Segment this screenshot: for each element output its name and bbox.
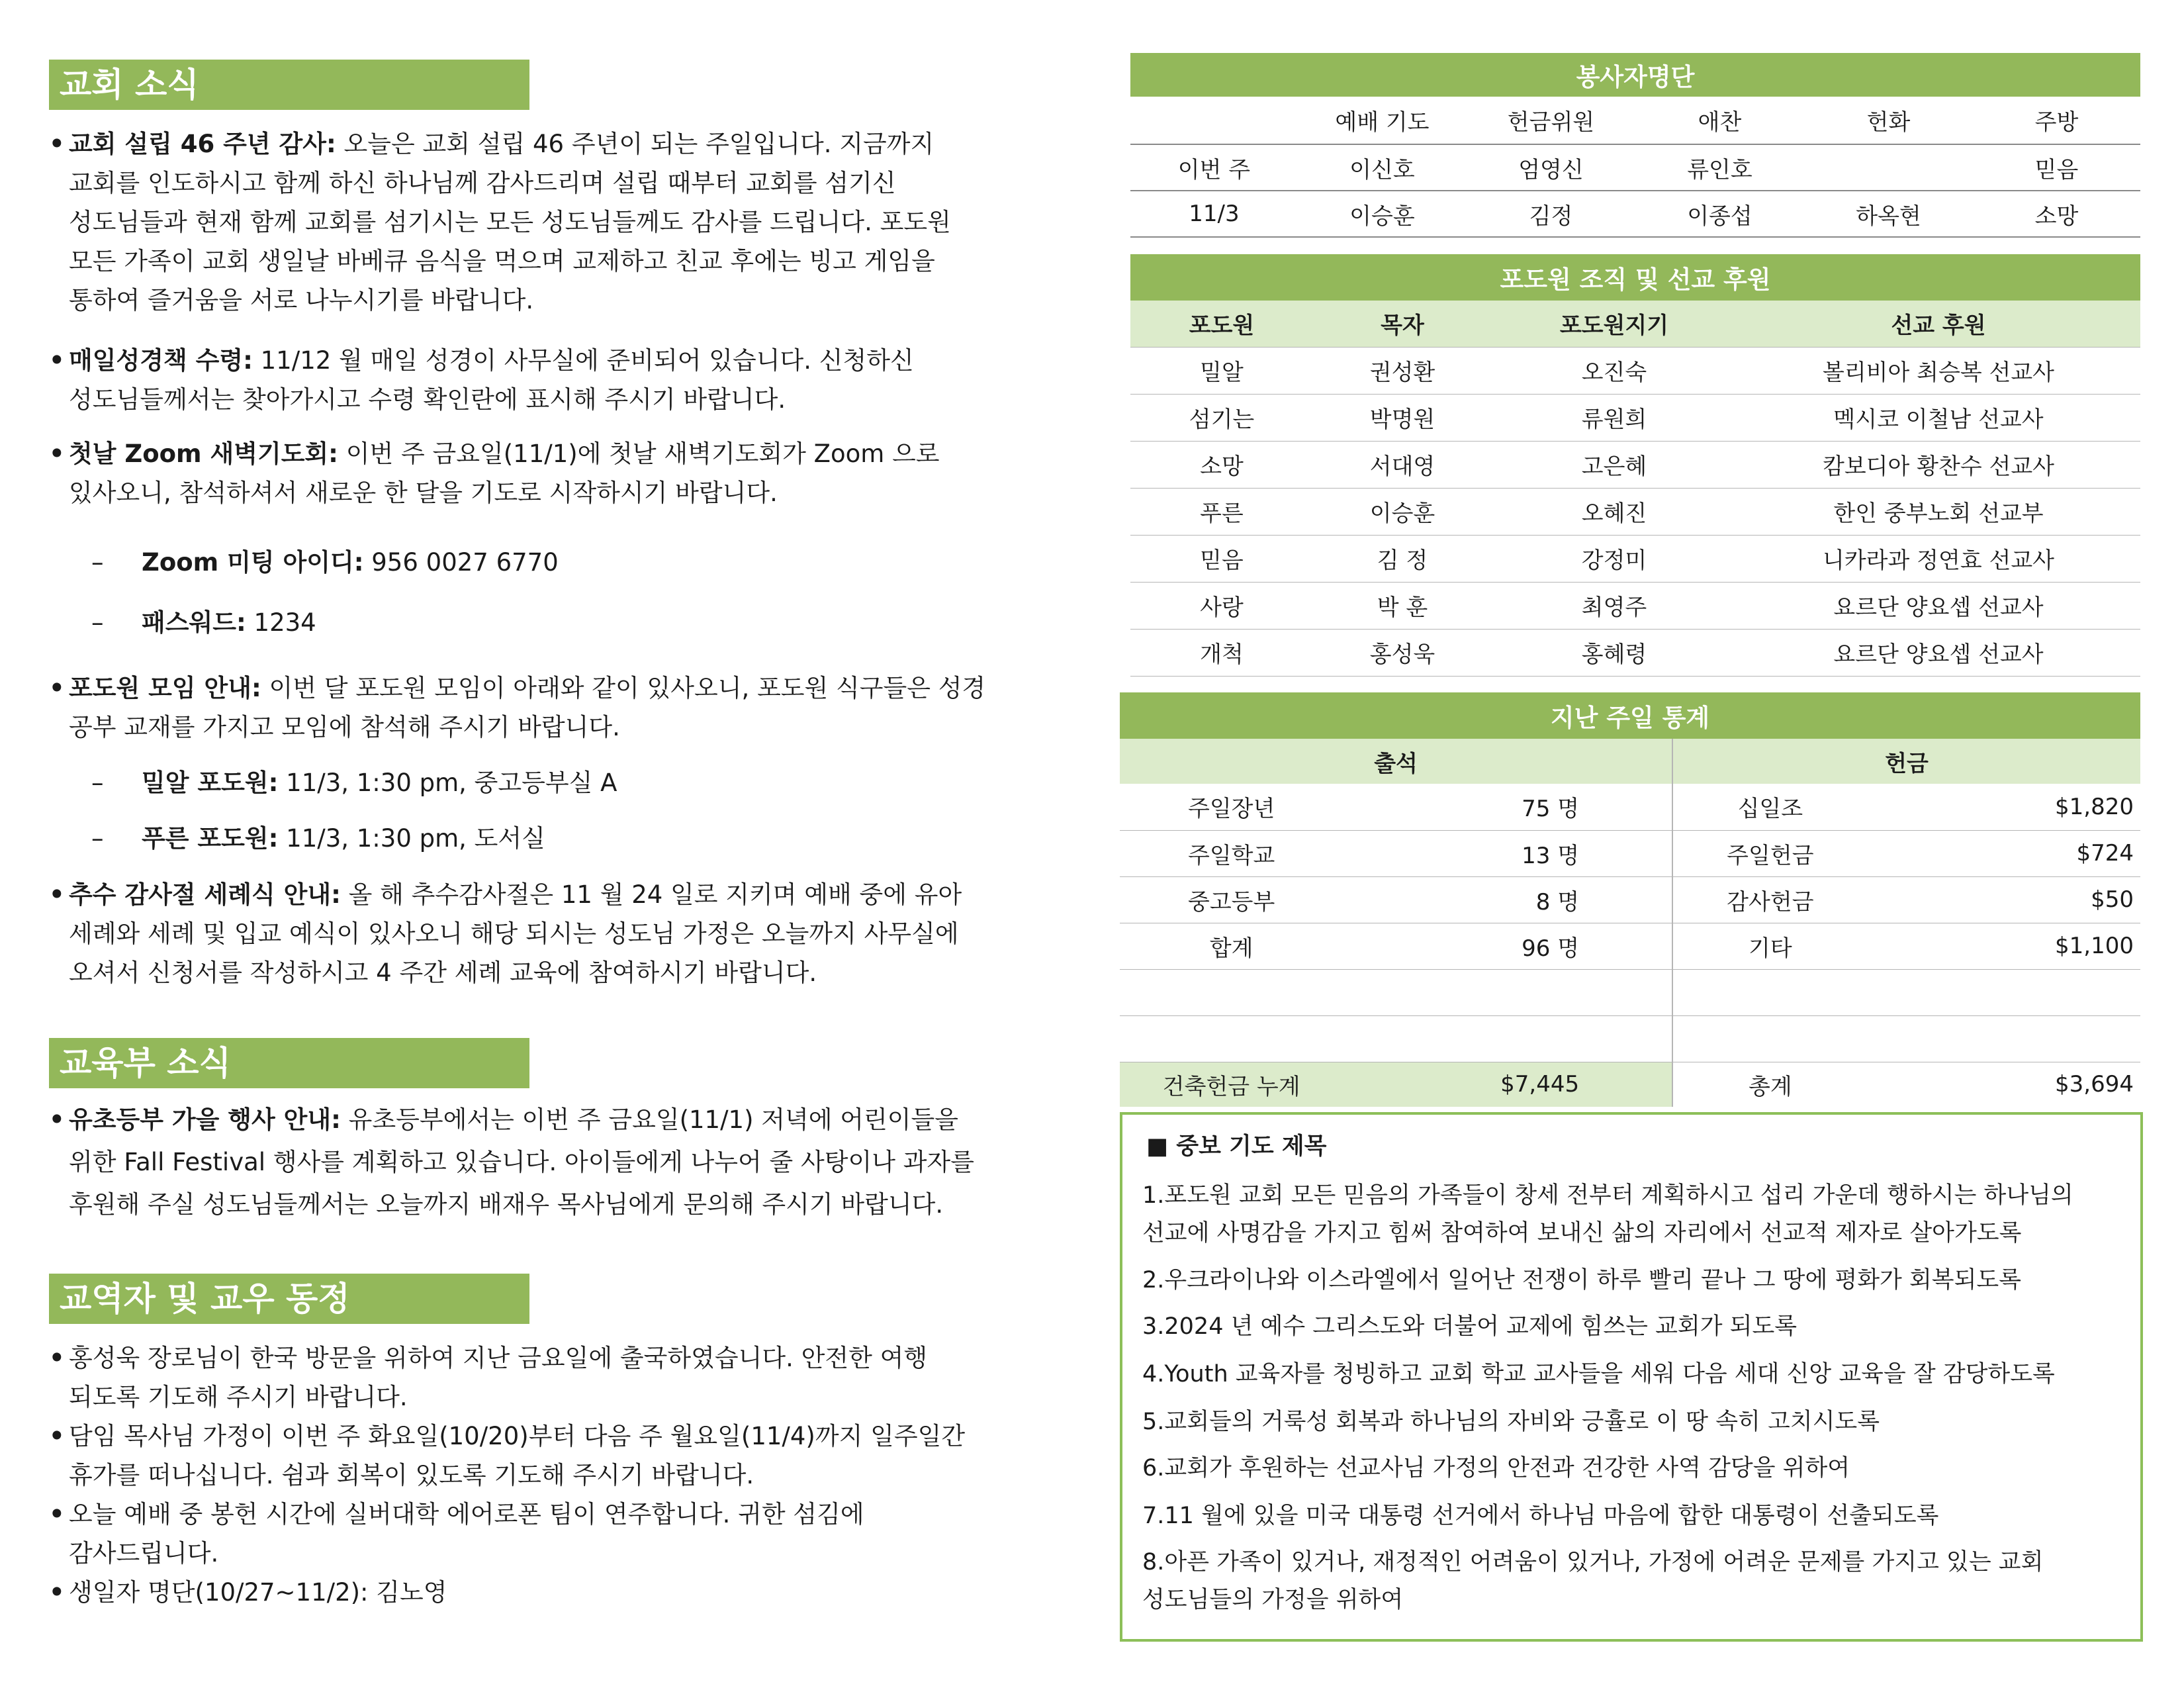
table-row: 이번 주 이신호 엄영신 류인호 믿음 [1130, 144, 2140, 191]
vineyard-table: 포도원 조직 및 선교 후원 포도원 목자 포도원지기 선교 후원 밀알 권성환 오진숙 볼리비아 최승복 선교사 섬기는 박명원 류원희 멕시코 이철남 선교사 소망 서대영 고은혜 캄보디아 황찬수 선교사 푸른 이승훈 오혜진 한인 중부노회 선교부 믿음 김 정 강정미 니카라과 정연효 선교사 사랑 박 훈 최영주 요르단 양요셉 선교사 개척 홍성욱 홍혜령 요르단 양요셉 선교사 [1130, 254, 2140, 677]
table-row: 푸른 이승훈 오혜진 한인 중부노회 선교부 [1130, 488, 2140, 535]
stats-table: 지난 주일 통계 출석 헌금 주일장년 75 명 십일조 $1,820 주일학교 13 명 주일헌금 $724 중고등부 8 명 감사헌금 $50 합계 96 명 기타 $1,100 건축헌금 누계 $7,445 총계 $3,694 [1120, 692, 2140, 1107]
section-title-church-news: 교회 소식 [49, 60, 529, 110]
table-row: 소망 서대영 고은혜 캄보디아 황찬수 선교사 [1130, 441, 2140, 488]
table-row: 사랑 박 훈 최영주 요르단 양요셉 선교사 [1130, 582, 2140, 629]
news-item-baptism: • 추수 감사절 세례식 안내: 올 해 추수감사절은 11 월 24 일로 지키며 예배 중에 유아 세례와 세례 및 입교 예식이 있사오니 해당 되시는 성도님 가정은 오늘까지 사무실에 오셔서 신청서를 작성하시고 4 주간 세례 교육에 참여하시기 바랍니다. [49, 880, 962, 987]
table-row: 11/3 이승훈 김정 이종섭 하옥현 소망 [1130, 191, 2140, 237]
news-item-zoom-prayer: • 첫날 Zoom 새벽기도회: 이번 주 금요일(11/1)에 첫날 새벽기도회가 Zoom 으로 있사오니, 참석하셔서 새로운 한 달을 기도로 시작하시기 바랍니다. [49, 440, 940, 507]
vineyard-title: 포도원 조직 및 선교 후원 [1130, 254, 2140, 301]
list-item: • 생일자 명단(10/27~11/2): 김노영 [49, 1578, 447, 1607]
group2-line: – 푸른 포도원: 11/3, 1:30 pm, 도서실 [91, 824, 545, 853]
table-row-empty [1120, 969, 2140, 1015]
news-item-daily-bible: • 매일성경책 수령: 11/12 월 매일 성경이 사무실에 준비되어 있습니다. 신청하신 성도님들께서는 찾아가시고 수령 확인란에 표시해 주시기 바랍니다. [49, 346, 914, 414]
stats-title: 지난 주일 통계 [1120, 692, 2140, 739]
volunteers-table: 봉사자명단 예배 기도 헌금위원 애찬 헌화 주방 이번 주 이신호 엄영신 류인호 믿음 11/3 이승훈 김정 이종섭 하옥현 소망 [1130, 53, 2140, 238]
table-row: 중고등부 8 명 감사헌금 $50 [1120, 876, 2140, 923]
prayer-item: 2.우크라이나와 이스라엘에서 일어난 전쟁이 하루 빨리 끝나 그 땅에 평화가 회복되도록 [1142, 1267, 2022, 1293]
table-row: 주일학교 13 명 주일헌금 $724 [1120, 830, 2140, 876]
group1-line: – 밀알 포도원: 11/3, 1:30 pm, 중고등부실 A [91, 769, 617, 797]
prayer-title: ■ 중보 기도 제목 [1146, 1133, 1327, 1160]
prayer-item: 4.Youth 교육자를 청빙하고 교회 학교 교사들을 세워 다음 세대 신앙 교육을 잘 감당하도록 [1142, 1361, 2055, 1387]
list-item: • 담임 목사님 가정이 이번 주 화요일(10/20)부터 다음 주 월요일(11/4)까지 일주일간 [49, 1422, 966, 1450]
prayer-item: 8.아픈 가족이 있거나, 재정적인 어려움이 있거나, 가정에 어려운 문제를 가지고 있는 교회 성도님들의 가정을 위하여 [1142, 1549, 2044, 1613]
prayer-item: 6.교회가 후원하는 선교사님 가정의 안전과 건강한 사역 감당을 위하여 [1142, 1455, 1850, 1481]
table-row: 밀알 권성환 오진숙 볼리비아 최승복 선교사 [1130, 347, 2140, 394]
table-row: 섬기는 박명원 류원희 멕시코 이철남 선교사 [1130, 394, 2140, 441]
table-row: 합계 96 명 기타 $1,100 [1120, 923, 2140, 969]
section-title-edu-news: 교육부 소식 [49, 1038, 529, 1088]
table-row: 주일장년 75 명 십일조 $1,820 [1120, 784, 2140, 830]
prayer-item: 5.교회들의 거룩성 회복과 하나님의 자비와 긍휼로 이 땅 속히 고치시도록 [1142, 1409, 1880, 1435]
member-news-list: • 홍성욱 장로님이 한국 방문을 위하여 지난 금요일에 출국하였습니다. 안전한 여행 되도록 기도해 주시기 바랍니다. • 담임 목사님 가정이 이번 주 화요일(10/20)부터 다음 주 월요일(11/4)까지 일주일간 휴가를 떠나십니다. 쉼과 회복이 있도록 기도해 주시기 바랍니다. • 오늘 예배 중 봉헌 시간에 실버대학 에어로폰 팀이 연주합니다. 귀한 섬김에 감사드립니다. • 생일자 명단(10/27~11/2): 김노영 [49, 1338, 1081, 1612]
news-item-anniversary: • 교회 설립 46 주년 감사: 오늘은 교회 설립 46 주년이 되는 주일입니다. 지금까지 교회를 인도하시고 함께 하신 하나님께 감사드리며 설립 때부터 교회를 섬기신 성도님들과 현재 함께 교회를 섬기시는 모든 성도님들께도 감사를 드립니다. 포도원 모든 가족이 교회 생일날 바베큐 음식을 먹으며 교제하고 친교 후에는 빙고 게임을 통하여 즐거움을 서로 나누시기를 바랍니다. [49, 124, 1081, 320]
table-row-totals: 건축헌금 누계 $7,445 총계 $3,694 [1120, 1062, 2140, 1107]
news-item-vineyard-meeting: • 포도원 모임 안내: 이번 달 포도원 모임이 아래와 같이 있사오니, 포도원 식구들은 성경 공부 교재를 가지고 모임에 참석해 주시기 바랍니다. [49, 674, 986, 741]
volunteers-title: 봉사자명단 [1130, 53, 2140, 97]
edu-item-fall-festival: • 유초등부 가을 행사 안내: 유초등부에서는 이번 주 금요일(11/1) 저녁에 어린이들을 위한 Fall Festival 행사를 계획하고 있습니다. 아이들에게 나누어 줄 사탕이나 과자를 후원해 주실 성도님들께서는 오늘까지 배재우 목사님에게 문의해 주시기 바랍니다. [49, 1105, 974, 1219]
zoom-id-line: – Zoom 미팅 아이디: 956 0027 6770 [91, 548, 559, 577]
table-row: 개척 홍성욱 홍혜령 요르단 양요셉 선교사 [1130, 629, 2140, 676]
table-row: 믿음 김 정 강정미 니카라과 정연효 선교사 [1130, 535, 2140, 582]
bullet: • [49, 130, 65, 158]
list-item: • 홍성욱 장로님이 한국 방문을 위하여 지난 금요일에 출국하였습니다. 안전한 여행 [49, 1344, 928, 1372]
password-line: – 패스워드: 1234 [91, 608, 316, 637]
prayer-item: 7.11 월에 있을 미국 대통령 선거에서 하나님 마음에 합한 대통령이 선출되도록 [1142, 1503, 1939, 1529]
prayer-box [1120, 1112, 2143, 1642]
section-title-member-news: 교역자 및 교우 동정 [49, 1274, 529, 1324]
prayer-item: 1.포도원 교회 모든 믿음의 가족들이 창세 전부터 계획하시고 섭리 가운데 행하시는 하나님의 선교에 사명감을 가지고 힘써 참여하여 보내신 삶의 자리에서 선교적 제자로 살아가도록 [1142, 1182, 2073, 1246]
list-item: • 오늘 예배 중 봉헌 시간에 실버대학 에어로폰 팀이 연주합니다. 귀한 섬김에 [49, 1500, 864, 1528]
table-row-empty [1120, 1015, 2140, 1062]
prayer-item: 3.2024 년 예수 그리스도와 더불어 교제에 힘쓰는 교회가 되도록 [1142, 1313, 1797, 1340]
